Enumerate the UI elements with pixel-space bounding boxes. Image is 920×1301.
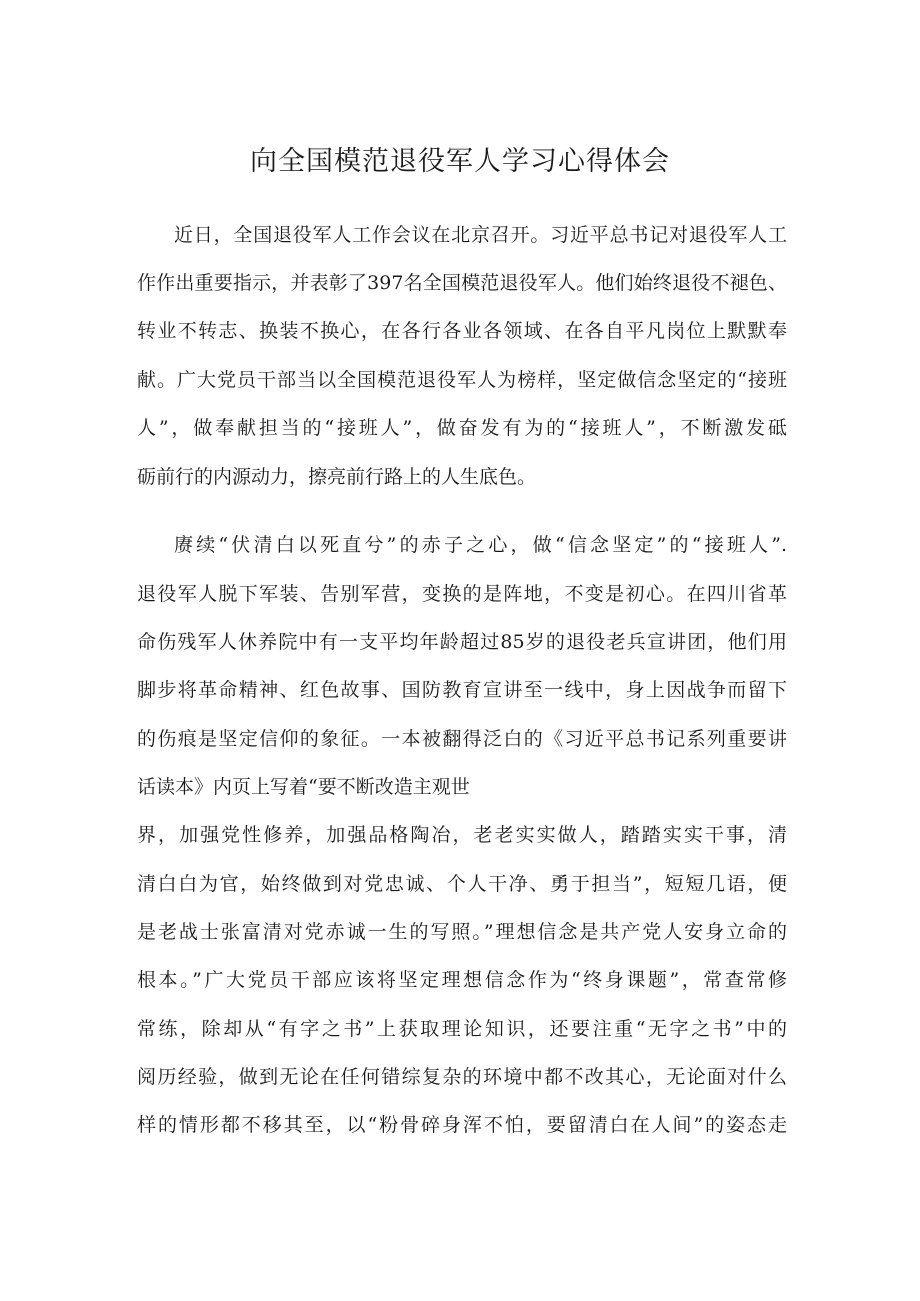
paragraph-2-line-1: 赓续“伏清白以死直兮”的赤子之心，做“信念坚定”的“接班人”. xyxy=(174,534,787,556)
paragraph-2-line-2: 退役军人脱下军装、告别军营，变换的是阵地，不变是初心。在四川省革 xyxy=(137,583,787,605)
paragraph-3-line-5: 常练，除却从“有字之书”上获取理论知识，还要注重“无字之书”中的 xyxy=(137,1018,787,1040)
paragraph-1-line-6: 砺前行的内源动力，擦亮前行路上的人生底色。 xyxy=(137,466,537,488)
document-title: 向全国模范退役军人学习心得体会 xyxy=(250,146,670,177)
paragraph-3-line-2: 清白白为官，始终做到对党忠诚、个人干净、勇于担当”，短短几语，便 xyxy=(137,873,787,895)
paragraph-2-line-6: 话读本》内页上写着“要不断改造主观世 xyxy=(137,776,470,798)
paragraph-2-line-5: 的伤痕是坚定信仰的象征。一本被翻得泛白的《习近平总书记系列重要讲 xyxy=(137,728,787,750)
paragraph-3-line-3: 是老战士张富清对党赤诚一生的写照。”理想信念是共产党人安身立命的 xyxy=(137,921,787,943)
paragraph-1-line-3: 转业不转志、换装不换心，在各行各业各领域、在各自平凡岗位上默默奉 xyxy=(137,320,787,342)
paragraph-3-line-7: 样的情形都不移其至，以“粉骨碎身浑不怕，要留清白在人间”的姿态走 xyxy=(137,1114,787,1136)
paragraph-3-line-6: 阅历经验，做到无论在任何错综复杂的环境中都不改其心，无论面对什么 xyxy=(137,1066,787,1088)
paragraph-1-line-1: 近日，全国退役军人工作会议在北京召开。习近平总书记对退役军人工 xyxy=(174,224,787,246)
paragraph-2-line-3: 命伤残军人休养院中有一支平均年龄超过85岁的退役老兵宣讲团，他们用 xyxy=(137,631,787,653)
paragraph-1-line-5: 人”，做奉献担当的“接班人”，做奋发有为的“接班人”，不断激发砥 xyxy=(137,417,787,439)
paragraph-3-line-4: 根本。”广大党员干部应该将坚定理想信念作为“终身课题”，常查常修 xyxy=(137,969,787,991)
paragraph-1-line-2: 作作出重要指示，并表彰了397名全国模范退役军人。他们始终退役不褪色、 xyxy=(137,272,787,294)
paragraph-1-line-4: 献。广大党员干部当以全国模范退役军人为榜样，坚定做信念坚定的“接班 xyxy=(137,369,787,391)
paragraph-3-line-1: 界，加强党性修养，加强品格陶冶，老老实实做人，踏踏实实干事，清 xyxy=(137,824,787,846)
paragraph-2-line-4: 脚步将革命精神、红色故事、国防教育宣讲至一线中，身上因战争而留下 xyxy=(137,679,787,701)
